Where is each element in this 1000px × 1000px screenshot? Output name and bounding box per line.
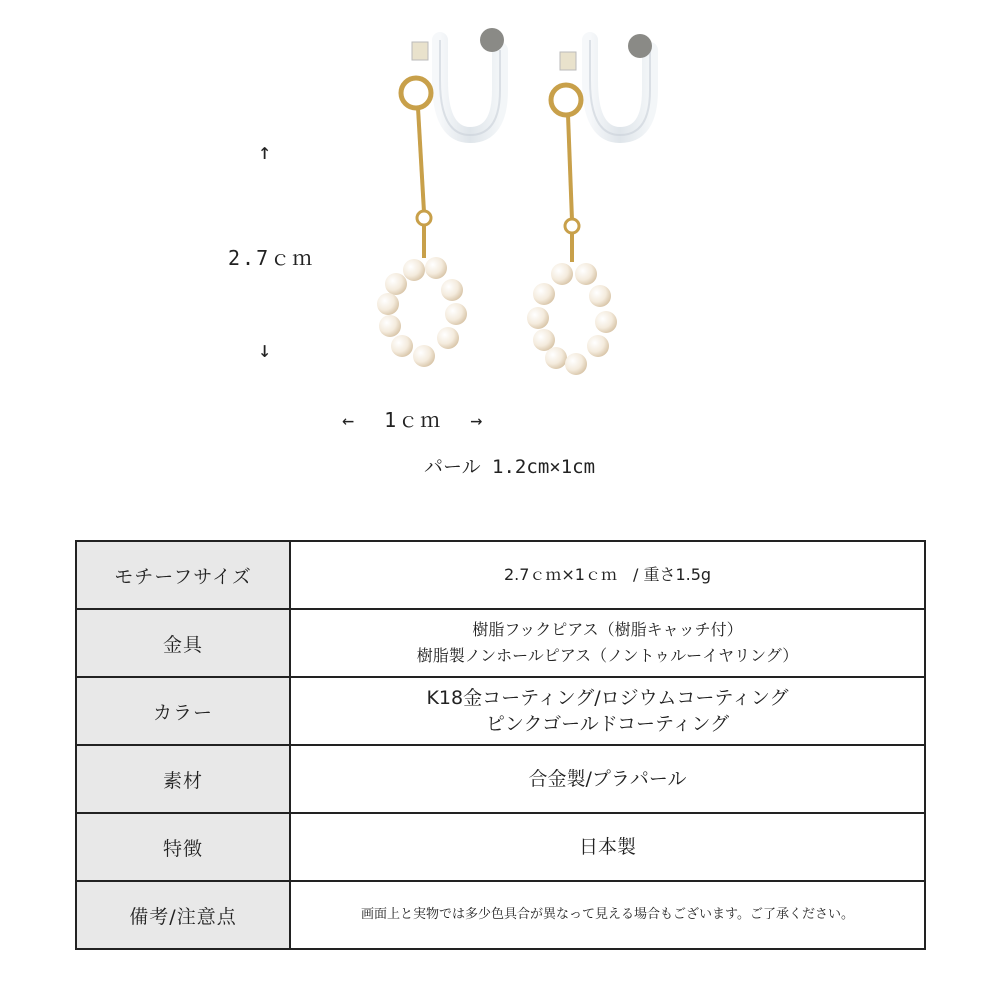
spec-label: カラー <box>76 677 290 745</box>
height-label: 2.7ｃｍ <box>228 246 315 270</box>
spec-table <box>75 540 926 950</box>
spec-row-hardware <box>76 609 925 677</box>
spec-value: 日本製 <box>290 813 925 881</box>
spec-label: 特徴 <box>76 813 290 881</box>
width-label: ← 1ｃｍ → <box>342 408 485 432</box>
spec-row-material <box>76 745 925 813</box>
earring-left <box>377 28 504 367</box>
spec-value: 2.7ｃｍ×1ｃｍ / 重さ1.5g <box>290 541 925 609</box>
spec-value: 合金製/プラパール <box>290 745 925 813</box>
spec-value: 画面上と実物では多少色具合が異なって見える場合もございます。ご了承ください。 <box>290 881 925 949</box>
spec-value: 樹脂フックピアス（樹脂キャッチ付） 樹脂製ノンホールピアス（ノントゥルーイヤリング） <box>290 609 925 677</box>
pearl-drop-left <box>377 257 467 367</box>
spec-value: K18金コーティング/ロジウムコーティング ピンクゴールドコーティング <box>290 677 925 745</box>
spec-row-color <box>76 677 925 745</box>
ring-left <box>401 78 431 108</box>
spec-row-size <box>76 541 925 609</box>
spec-label: モチーフサイズ <box>76 541 290 609</box>
clip-ball-left <box>480 28 504 52</box>
spec-label: 備考/注意点 <box>76 881 290 949</box>
earring-right <box>527 34 652 375</box>
spec-label: 素材 <box>76 745 290 813</box>
height-arrow-up-icon: ↑ <box>258 140 272 165</box>
clip-left-icon <box>440 40 500 135</box>
pearl-drop-right <box>527 263 617 375</box>
height-arrow-down-icon: ↓ <box>258 338 272 363</box>
spec-row-feature <box>76 813 925 881</box>
spec-label: 金具 <box>76 609 290 677</box>
clip-ball-right <box>628 34 652 58</box>
pearl-size-label: パール 1.2cm×1cm <box>424 456 596 478</box>
ring-right <box>551 85 581 115</box>
spec-row-notes <box>76 881 925 949</box>
